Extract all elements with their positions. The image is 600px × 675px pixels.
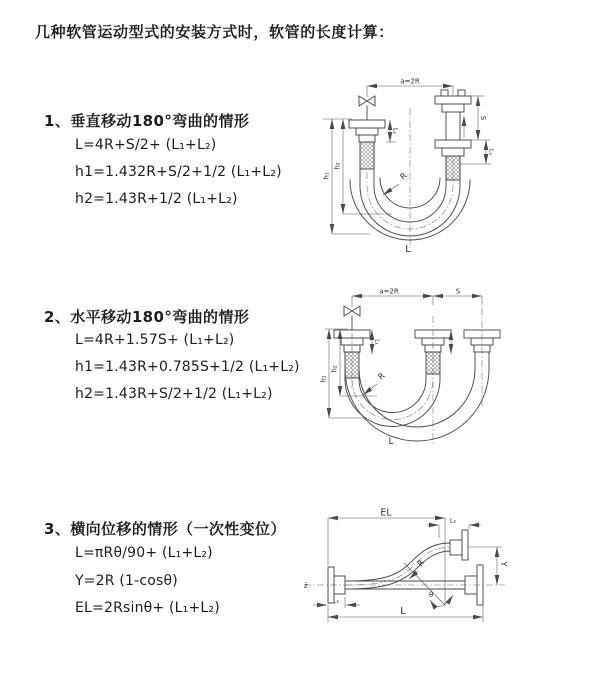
s-dimension <box>471 96 490 140</box>
dim-h1-label: h₁ <box>322 172 331 180</box>
radius-label: R <box>415 558 427 569</box>
dim-l1-label: L₁ <box>391 127 400 135</box>
bottom-l-dimension <box>328 605 483 622</box>
section-3-formula-Y: Y=2R (1-cosθ) <box>75 573 178 589</box>
dim-s-label: S <box>455 287 461 296</box>
left-pipe-fitting <box>349 120 385 169</box>
y-dimension <box>468 547 508 585</box>
braided-hose-section <box>446 156 460 180</box>
dim-h2-label: h₂ <box>333 162 342 170</box>
dim-h2-label: h₂ <box>330 365 339 373</box>
dim-el-label: EL <box>380 507 392 519</box>
length-label: L <box>400 606 406 617</box>
top-span-dimensions <box>352 288 482 308</box>
diagram-vertical-180-bend <box>312 74 592 260</box>
l1-dimension <box>386 120 400 142</box>
section-2-formula-h2: h2=1.43R+S/2+1/2 (L₁+L₂) <box>75 386 273 402</box>
l2-dimension <box>427 517 481 539</box>
section-3-formula-L: L=πRθ/90+ (L₁+L₂) <box>75 545 213 561</box>
angle-construction <box>404 518 453 607</box>
s-curve-hose-displaced <box>345 530 468 589</box>
dim-h1-label: h₁ <box>319 375 328 383</box>
theta-label: θ <box>429 591 434 599</box>
section-2-formula-L: L=4R+1.57S+ (L₁+L₂) <box>75 332 235 348</box>
dim-l2-label: L₂ <box>487 148 496 156</box>
length-label: L <box>405 244 411 255</box>
valve-icon <box>359 96 375 120</box>
radius-callout <box>363 371 387 395</box>
radius-label: R <box>376 371 387 382</box>
right-pipe-fitting <box>435 90 471 180</box>
dim-l2-label: L₂ <box>449 516 457 525</box>
dim-a-2r-label: a=2R <box>379 287 399 296</box>
diagram-horizontal-180-bend <box>315 284 600 452</box>
el-dimension <box>328 507 445 569</box>
diagram-lateral-displacement <box>300 505 600 653</box>
length-label: L <box>388 437 394 447</box>
section-1-formula-h2: h2=1.43R+1/2 (L₁+L₂) <box>75 191 238 207</box>
dim-s-label: S <box>479 115 487 121</box>
section-2-formula-h1: h1=1.43R+0.785S+1/2 (L₁+L₂) <box>75 359 300 375</box>
radius-label: R <box>398 171 409 182</box>
braided-hose-section <box>360 142 374 169</box>
section-3-formula-EL: EL=2Rsinθ+ (L₁+L₂) <box>75 600 220 616</box>
l1-dimension <box>313 597 360 609</box>
l2-dimension <box>460 140 496 164</box>
section-1-formula-L: L=4R+S/2+ (L₁+L₂) <box>75 137 217 153</box>
dim-l1-label: L₁ <box>332 596 340 605</box>
l1-dimensions <box>372 330 451 354</box>
section-3-heading: 3、横向位移的情形（一次性变位） <box>44 520 286 538</box>
dim-a-2r-label: a=2R <box>400 77 420 86</box>
centerline-mark: z̄ <box>304 582 308 590</box>
section-1-heading: 1、垂直移动180°弯曲的情形 <box>44 112 250 130</box>
section-1-formula-h1: h1=1.432R+S/2+1/2 (L₁+L₂) <box>75 164 282 180</box>
dim-l1-label: L₁ <box>373 339 381 345</box>
section-2-heading: 2、水平移动180°弯曲的情形 <box>44 308 250 326</box>
u-bend-hose-positions <box>345 352 489 441</box>
dim-y-label: Y <box>499 561 508 567</box>
page-title: 几种软管运动型式的安装方式时，软管的长度计算： <box>35 23 394 41</box>
h-dimensions <box>323 119 393 234</box>
top-span-dimension <box>367 78 453 98</box>
radius-callout <box>383 171 409 195</box>
